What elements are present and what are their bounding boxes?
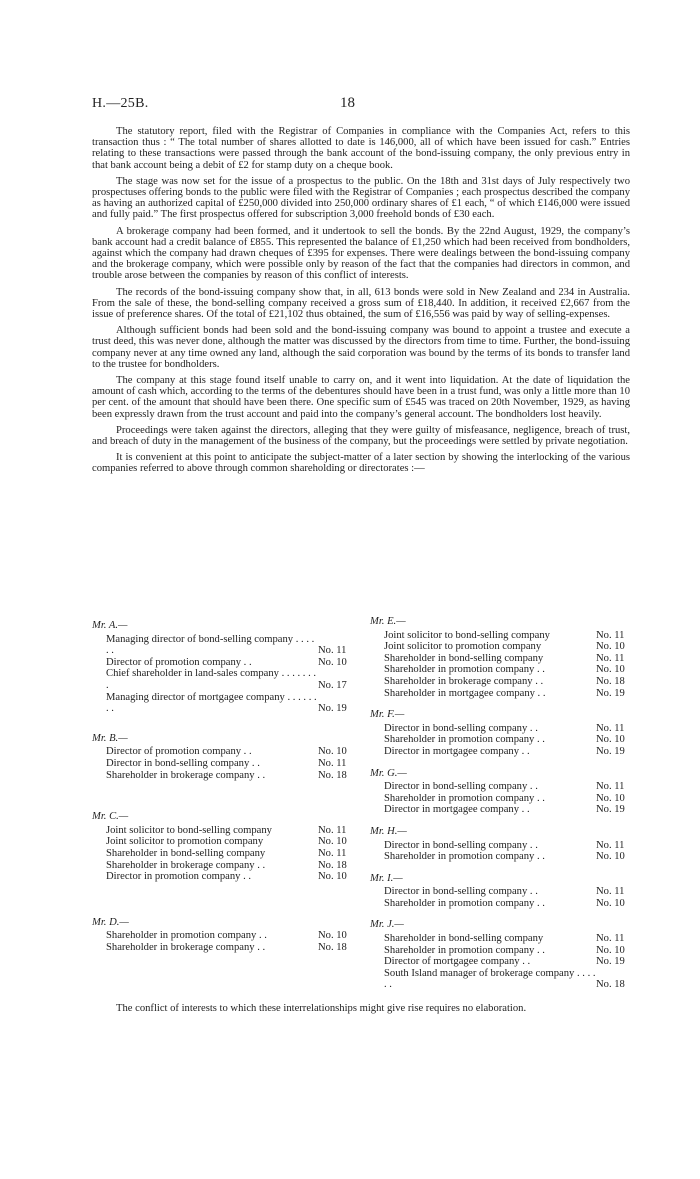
list-item: Managing director of bond-selling company . . . . . . No. 11 [106, 633, 347, 657]
paragraph: The company at this stage found itself unable to carry on, and it went into liquidation. At the date of liquidation the amount of cash which, according to the terms of the debentures should have been in a trust fund, was only a little more than 10 per cent. of the amount that should have been there. One specific sum of £545 was traced on 20th November, 1929, as having been expressly drawn from the trust account and paid into the company’s general account. The bondholders lost heavily. [92, 375, 630, 420]
person-name: Mr. G.— [370, 767, 407, 779]
paragraph: Although sufficient bonds had been sold and the bond-issuing company was bound to appoint a trustee and execute a trust deed, this was never done, although the matter was discussed by the directors from time to time. Further, the bond-issuing company never at any time owned any land, although the said corporation was bound by the terms of its bonds to transfer land to the trustee for bondholders. [92, 325, 630, 370]
directorate-list-right [370, 616, 632, 1001]
person-name: Mr. J.— [370, 919, 404, 931]
paragraph: The stage was now set for the issue of a prospectus to the public. On the 18th and 31st days of July respectively two prospectuses offering bonds to the public were filed with the Registrar of Companies ; each prospectus described the company as having an authorized capital of £250,000 divided into 250,000 ordinary shares of £1 each, “ of which £146,000 were issued and fully paid.” The first prospectus offered for subscription 3,000 freehold bonds of £30 each. [92, 175, 630, 221]
list-item: Shareholder in promotion company . . No. 10 [384, 664, 625, 676]
list-item: Joint solicitor to bond-selling company No. 11 [106, 824, 347, 836]
person-group [92, 917, 354, 954]
paragraph: The conflict of interests to which these interrelationships might give rise requires no elaboration. [116, 1003, 527, 1014]
list-item: Director in mortgagee company . . No. 19 [384, 804, 625, 816]
list-item: Shareholder in brokerage company . . No. 18 [106, 859, 347, 871]
list-item: Director of mortgagee company . . No. 19 [384, 956, 625, 968]
paragraph: Proceedings were taken against the directors, alleging that they were guilty of misfeasance, negligence, breach of trust, and breach of duty in the management of the business of the company, but the proceedings were settled by private negotiation. [92, 424, 630, 448]
list-item: Director in bond-selling company . . No. 11 [106, 757, 347, 769]
list-item: Joint solicitor to promotion company No. 10 [106, 836, 347, 848]
list-item: Shareholder in brokerage company . . No. 18 [106, 941, 347, 953]
person-name: Mr. I.— [370, 872, 403, 884]
paragraph: A brokerage company had been formed, and it undertook to sell the bonds. By the 22nd August, 1929, the company’s bank account had a credit balance of £855. This represented the balance of £1,250 which had been received from bondholders, against which the company had drawn cheques of £395 for expenses. There were dealings between the bond-issuing company and the brokerage company, which were possible only by reason of the fact that the companies had directors in common, and trouble arose between the companies by reason of this conflict of interests. [92, 225, 630, 282]
person-name: Mr. H.— [370, 825, 407, 837]
person-name: Mr. E.— [370, 616, 406, 627]
list-item: Shareholder in bond-selling company No. 11 [384, 652, 625, 664]
list-item: Director in bond-selling company . . No. 11 [384, 886, 625, 898]
person-name: Mr. A.— [92, 620, 128, 631]
person-name: Mr. D.— [92, 916, 129, 928]
list-item: Shareholder in promotion company . . No. 10 [106, 930, 347, 942]
person-group [370, 616, 632, 699]
list-item: Joint solicitor to bond-selling company No. 11 [384, 629, 625, 641]
list-item: Director of promotion company . . No. 10 [106, 656, 347, 668]
list-item: Director in bond-selling company . . No. 11 [384, 722, 625, 734]
list-item: Shareholder in promotion company . . No. 10 [384, 897, 625, 909]
directorate-list-left [92, 620, 354, 963]
person-group [370, 709, 632, 757]
person-name: Mr. C.— [92, 811, 129, 823]
person-group [370, 873, 632, 910]
list-item: Shareholder in promotion company . . No. 10 [384, 851, 625, 863]
list-item: Director in promotion company . . No. 10 [106, 871, 347, 883]
person-name: Mr. B.— [92, 732, 128, 744]
closing-paragraph [92, 1003, 630, 1015]
document-reference: H.—25B. [92, 96, 149, 111]
paragraph: The statutory report, filed with the Registrar of Companies in compliance with the Companies Act, refers to this transaction thus : “ The total number of shares allotted to date is 146,000, all of which have been issued for cash.” Entries relating to these transactions were passed through the bank account of the bond-issuing company, the only previous entry in that bank account being a debit of £2 for stamp duty on a cheque book. [92, 126, 630, 171]
paragraph: The records of the bond-issuing company show that, in all, 613 bonds were sold in New Zealand and 234 in Australia. From the sale of these, the bond-selling company received a gross sum of £18,440. In addition, it received £2,667 from the issue of preference shares. Of the total of £21,102 thus obtained, the sum of £16,556 was paid by way of selling-expenses. [92, 286, 630, 321]
paragraph: It is convenient at this point to anticipate the subject-matter of a later section by showing the interlocking of the various companies referred to above through common shareholding or directorates :— [92, 452, 630, 475]
list-item: Director in bond-selling company . . No. 11 [384, 781, 625, 793]
list-item: Chief shareholder in land-sales company . . . . . . . . No. 17 [106, 668, 347, 691]
list-item: Shareholder in promotion company . . No. 10 [384, 944, 625, 956]
person-name: Mr. F.— [370, 709, 405, 721]
list-item: Shareholder in bond-selling company No. 11 [106, 847, 347, 859]
list-item: Shareholder in brokerage company . . No. 18 [106, 769, 347, 781]
list-item: Shareholder in mortgagee company . . No. 19 [384, 687, 625, 699]
person-group [92, 733, 354, 781]
person-group [370, 768, 632, 816]
person-group [370, 826, 632, 863]
list-item: Shareholder in promotion company . . No. 10 [384, 792, 625, 804]
list-item: Shareholder in promotion company . . No. 10 [384, 734, 625, 746]
list-item: Director in mortgagee company . . No. 19 [384, 745, 625, 757]
list-item: Joint solicitor to promotion company No. 10 [384, 641, 625, 653]
page-number: 18 [340, 95, 355, 111]
person-group [92, 620, 354, 715]
list-item: Managing director of mortgagee company . . . . . . . . No. 19 [106, 691, 347, 715]
person-group [370, 919, 632, 991]
list-item: Shareholder in brokerage company . . No. 18 [384, 675, 625, 687]
list-item: South Island manager of brokerage company . . . . . . No. 18 [384, 967, 625, 991]
list-item: Director of promotion company . . No. 10 [106, 746, 347, 758]
person-group [92, 811, 354, 883]
list-item: Director in bond-selling company . . No. 11 [384, 839, 625, 851]
list-item: Shareholder in bond-selling company No. 11 [384, 933, 625, 945]
body-text [92, 126, 630, 480]
